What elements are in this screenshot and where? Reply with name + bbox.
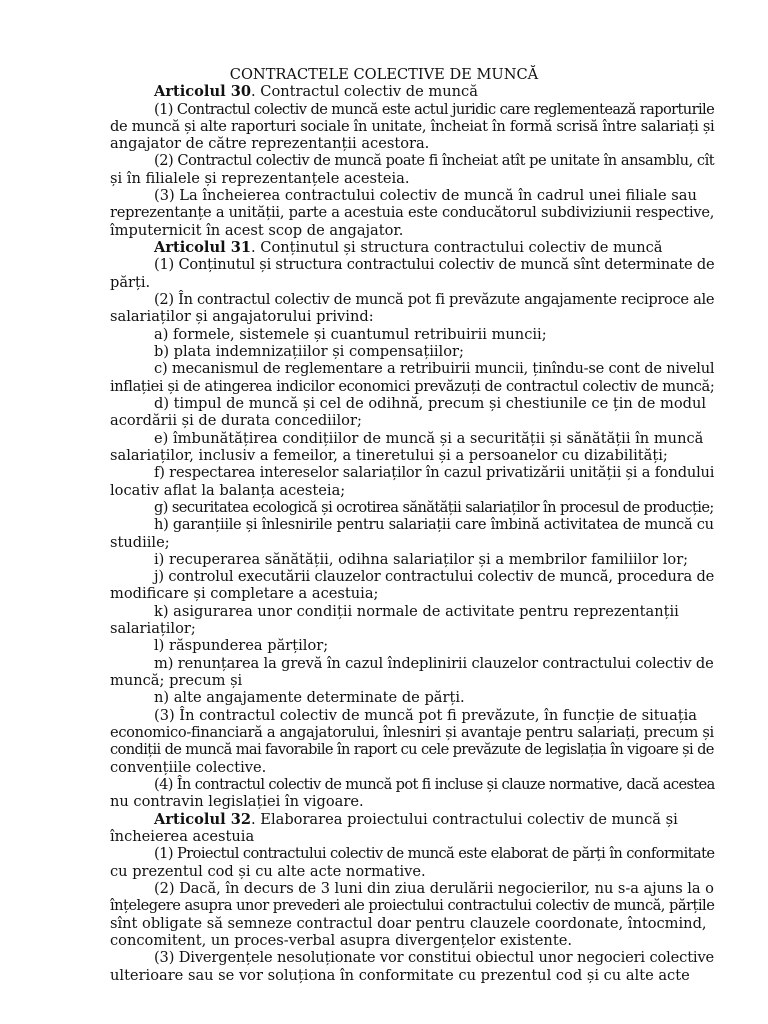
text-line: (1) Contractul colectiv de muncă este actul juridic care reglementează raporturile — [154, 100, 715, 118]
text-line: condiții de muncă mai favorabile în raport cu cele prevăzute de legislația în vigoare și de — [110, 741, 714, 759]
article-number: Articolul 31 — [154, 239, 252, 257]
text-line: împuternicit în acest scop de angajator. — [110, 221, 404, 239]
text-line: (3) În contractul colectiv de muncă pot fi prevăzute, în funcție de situația — [154, 706, 698, 724]
text-line: părți. — [110, 273, 151, 291]
text-line: j) controlul executării clauzelor contractului colectiv de muncă, procedura de — [154, 568, 715, 586]
text-line: (1) Proiectul contractului colectiv de muncă este elaborat de părți în conformitate — [154, 845, 715, 863]
article-title: . Conținutul și structura contractului colectiv de muncă — [251, 239, 663, 257]
text-line: (3) La încheierea contractului colectiv de muncă în cadrul unei filiale sau — [154, 187, 697, 205]
text-line: și în filialele și reprezentanțele acesteia. — [110, 169, 410, 187]
text-line: d) timpul de muncă și cel de odihnă, precum și chestiunile ce țin de modul — [154, 394, 707, 412]
article-heading — [154, 83, 478, 100]
text-line: angajator de către reprezentanții acestora. — [110, 135, 430, 153]
text-line: (2) Dacă, în decurs de 3 luni din ziua derulării negocierilor, nu s-a ajuns la o — [154, 879, 714, 897]
article-title: . Elaborarea proiectului contractului colectiv de muncă și — [251, 810, 678, 828]
text-line: modificare și completare a acestuia; — [110, 585, 379, 603]
text-line: cu prezentul cod și cu alte acte normative. — [110, 862, 426, 880]
text-line: acordării și de durata concediilor; — [110, 412, 362, 430]
text-line: (3) Divergențele nesoluționate vor constitui obiectul unor negocieri colective — [154, 949, 715, 967]
text-line: i) recuperarea sănătății, odihna salariaților și a membrilor familiilor lor; — [154, 550, 689, 568]
text-line: n) alte angajamente determinate de părți. — [154, 689, 465, 707]
text-line: încheierea acestuia — [110, 827, 255, 845]
text-line: l) răspunderea părților; — [154, 637, 329, 655]
text-line: concomitent, un proces-verbal asupra divergențelor existente. — [110, 931, 572, 949]
article-heading — [154, 811, 678, 828]
text-line: reprezentanțe a unității, parte a acestuia este conducătorul subdiviziunii respective, — [110, 204, 715, 222]
text-line: e) îmbunătățirea condițiilor de muncă și a securității și sănătății în muncă — [154, 429, 704, 447]
text-line: k) asigurarea unor condiții normale de activitate pentru reprezentanții — [154, 602, 679, 620]
text-line: salariaților și angajatorului privind: — [110, 308, 374, 326]
text-line: studiile; — [110, 533, 170, 551]
text-line: a) formele, sistemele și cuantumul retribuirii muncii; — [154, 325, 547, 343]
document-title: CONTRACTELE COLECTIVE DE MUNCĂ — [229, 66, 539, 83]
text-line: m) renunțarea la grevă în cazul îndeplinirii clauzelor contractului colectiv de — [154, 654, 714, 672]
text-line: locativ aflat la balanța acesteia; — [110, 481, 346, 499]
text-line: (1) Conținutul și structura contractului colectiv de muncă sînt determinate de — [154, 256, 715, 274]
text-line: convențiile colective. — [110, 758, 267, 776]
text-line: (2) Contractul colectiv de muncă poate fi încheiat atît pe unitate în ansamblu, cît — [154, 152, 715, 170]
text-line: nu contravin legislației în vigoare. — [110, 793, 364, 811]
text-line: (2) În contractul colectiv de muncă pot fi prevăzute angajamente reciproce ale — [154, 291, 715, 309]
article-heading — [154, 239, 663, 256]
text-line: f) respectarea intereselor salariaților în cazul privatizării unității și a fondului — [154, 464, 715, 482]
text-line: salariaților, inclusiv a femeilor, a tineretului și a persoanelor cu dizabilități; — [110, 446, 668, 464]
text-line: salariaților; — [110, 620, 196, 638]
article-number: Articolul 32 — [154, 810, 252, 828]
text-line: muncă; precum și — [110, 672, 243, 690]
text-line: c) mecanismul de reglementare a retribuirii muncii, ținîndu-se cont de nivelul — [154, 360, 715, 378]
text-line: economico-financiară a angajatorului, înlesniri și avantaje pentru salariați, precum și — [110, 724, 714, 742]
article-number: Articolul 30 — [154, 83, 252, 101]
text-line: de muncă și alte raporturi sociale în unitate, încheiat în formă scrisă între salariați și — [110, 117, 715, 135]
text-line: sînt obligate să semneze contractul doar pentru clauzele coordonate, întocmind, — [110, 914, 707, 932]
text-line: inflației și de atingerea indicilor economici prevăzuți de contractul colectiv de muncă; — [110, 377, 715, 395]
text-line: ulterioare sau se vor soluționa în conformitate cu prezentul cod și cu alte acte — [110, 966, 690, 984]
text-line: g) securitatea ecologică și ocrotirea sănătății salariaților în procesul de producție; — [154, 498, 714, 516]
text-line: h) garanțiile și înlesnirile pentru salariații care îmbină activitatea de muncă cu — [154, 516, 714, 534]
text-line: b) plata indemnizațiilor și compensațiilor; — [154, 343, 464, 360]
text-line: (4) În contractul colectiv de muncă pot fi incluse și clauze normative, dacă acestea — [154, 776, 715, 793]
article-title: . Contractul colectiv de muncă — [251, 83, 478, 101]
text-line: înțelegere asupra unor prevederi ale proiectului contractului colectiv de muncă, părțile — [110, 897, 715, 915]
